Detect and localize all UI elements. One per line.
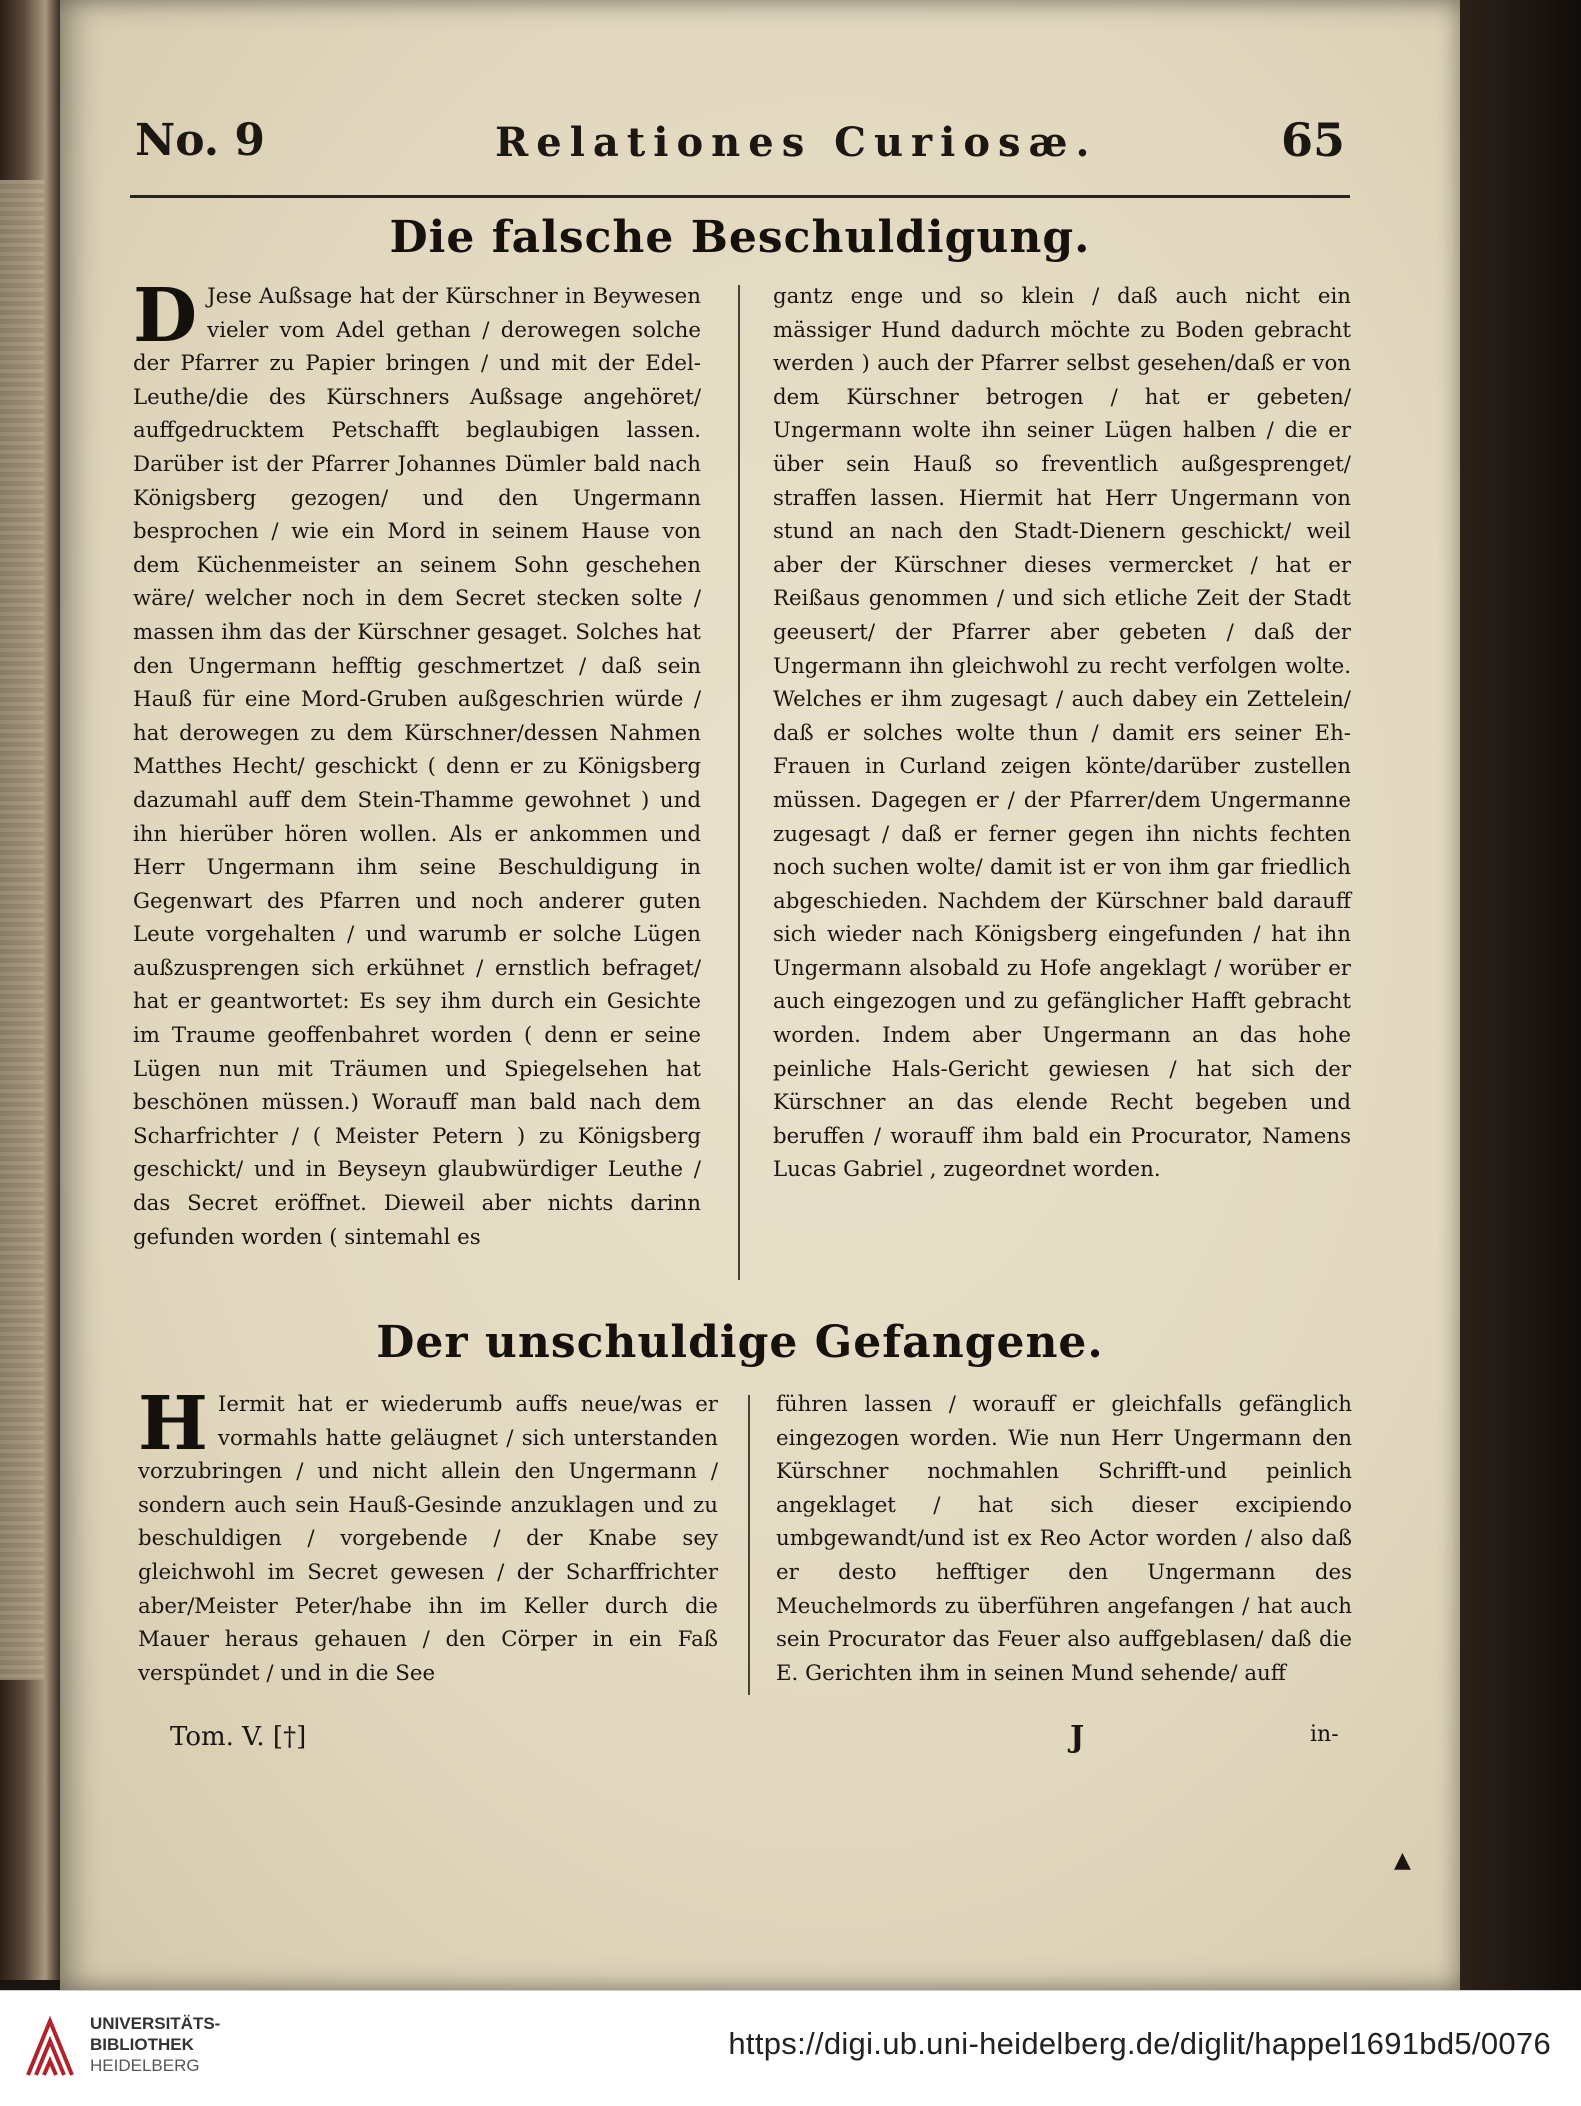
viewer-footer	[0, 1990, 1581, 2106]
running-title: Relationes Curiosæ.	[495, 119, 1098, 166]
section-title-2: Der unschuldige Gefangene.	[376, 1317, 1104, 1368]
running-header	[135, 115, 1345, 175]
catchword: in-	[1310, 1722, 1339, 1747]
section1-right-column	[773, 280, 1351, 1260]
issue-number: No. 9	[135, 115, 266, 166]
page-number: 65	[1280, 113, 1345, 167]
section-title-1: Die falsche Beschuldigung.	[389, 212, 1091, 263]
section1-right-text: gantz enge und so klein / daß auch nicht ein mässiger Hund dadurch möchte zu Boden gebracht werden ) auch der Pfarrer selbst gesehen/daß er von dem Kürschner betrogen / hat er gebeten/ Ungermann wolte ihn seiner Lügen halben / die er über sein Hauß so freventlich außgesprenget/ straffen lassen. Hiermit hat Herr Ungermann von stund an nach den Stadt-Dienern geschickt/ weil aber der Kürschner dieses vermercket / hat er Reißaus genommen / und sich etliche Zeit der Stadt geeusert/ der Pfarrer aber gebeten / daß der Ungermann ihn gleichwohl zu recht verfolgen wolte. Welches er ihm zugesagt / auch dabey ein Zettelein/ daß er solches wolte thun / damit ers seiner Eh-Frauen in Curland zeigen könte/darüber zustellen müssen. Dagegen er / der Pfarrer/dem Ungermanne zugesagt / daß er ferner gegen ihn nichts fechten noch suchen wolte/ damit ist er von ihm gar friedlich abgeschieden. Nachdem der Kürschner bald darauff sich wieder nach Königsberg eingefunden / hat ihn Ungermann alsobald zu Hofe angeklagt / worüber er auch eingezogen und zu gefänglicher Hafft gebracht worden. Indem aber Ungermann an das hohe peinliche Hals-Gericht gewiesen / hat sich der Kürschner an das elende Recht begeben und beruffen / worauff ihm bald ein Procurator, Namens Lucas Gabriel , zugeordnet worden.	[773, 284, 1351, 1183]
page-mark: ▲	[1394, 1848, 1411, 1873]
section2-left-text: Iermit hat er wiederumb auffs neue/was er vormahls hatte geläugnet / sich unterstanden vorzubringen / und nicht allein den Ungermann / sondern auch sein Hauß-Gesinde anzuklagen und zu beschuldigen / vorgebende / der Knabe sey gleichwohl im Secret gewesen / der Scharffrichter aber/Meister Peter/habe ihn im Keller durch die Mauer heraus gehauen / den Cörper in ein Faß verspündet / und in die See	[138, 1392, 718, 1686]
permalink-url[interactable]: https://digi.ub.uni-heidelberg.de/diglit/happel1691bd5/0076	[728, 2026, 1551, 2061]
column-divider	[748, 1395, 750, 1695]
section1-left-text: Jese Außsage hat der Kürschner in Beywesen vieler vom Adel gethan / derowegen solche der Pfarrer zu Papier bringen / und mit der Edel-Leuthe/die des Kürschners Außsage angehöret/ auffgedrucktem Petschafft beglaubigen lassen. Darüber ist der Pfarrer Johannes Dümler bald nach Königsberg gezogen/ und den Ungermann besprochen / wie ein Mord in seinem Hause von dem Küchenmeister an seinem Sohn geschehen wäre/ welcher noch in dem Secret stecken solte / massen ihm das der Kürschner gesaget. Solches hat den Ungermann hefftig geschmertzet / daß sein Hauß für eine Mord-Gruben außgeschrien würde / hat derowegen zu dem Kürschner/dessen Nahmen Matthes Hecht/ geschickt ( denn er zu Königsberg dazumahl auff dem Stein-Thamme gewohnet ) und ihn hierüber hören wollen. Als er ankommen und Herr Ungermann ihm seine Beschuldigung in Gegenwart des Pfarren und noch anderer guten Leute vorgehalten / und warumb er solche Lügen außzusprengen sich erkühnet / ernstlich befraget/ hat er geantwortet: Es sey ihm durch ein Gesichte im Traume geoffenbahret worden ( denn er seine Lügen nun mit Träumen und Spiegelsehen hat beschönen müssen.) Worauff man bald nach dem Scharfrichter / ( Meister Petern ) zu Königsberg geschickt/ und in Beyseyn glaubwürdiger Leuthe / das Secret eröffnet. Dieweil aber nichts darinn gefunden worden ( sintemahl es	[133, 284, 701, 1250]
scanner-background	[1460, 0, 1581, 1990]
previous-page-edge	[0, 180, 44, 1680]
library-name: UNIVERSITÄTS- BIBLIOTHEK HEIDELBERG	[90, 2014, 221, 2075]
header-rule	[130, 195, 1350, 198]
volume-signature: Tom. V. [†]	[170, 1722, 307, 1752]
section2-right-text: führen lassen / worauff er gleichfalls gefänglich eingezogen worden. Wie nun Herr Ungermann den Kürschner nochmahlen Schrifft-und peinlich angeklaget / hat sich dieser excipiendo umbgewandt/und ist ex Reo Actor worden / also daß er desto hefftiger den Ungermann des Meuchelmords zu überführen angefangen / hat auch sein Procurator das Feuer also auffgeblasen/ daß die E. Gerichten ihm in seinen Mund sehende/ auff	[776, 1392, 1352, 1686]
section1-left-column	[133, 273, 701, 1280]
drop-cap: H	[138, 1381, 208, 1467]
gathering-signature: J	[1070, 1720, 1085, 1755]
section2-right-column	[776, 1388, 1352, 1708]
library-logo-icon	[22, 2011, 78, 2081]
drop-cap: D	[133, 273, 198, 359]
column-divider	[738, 285, 740, 1280]
section2-left-column	[138, 1381, 718, 1708]
